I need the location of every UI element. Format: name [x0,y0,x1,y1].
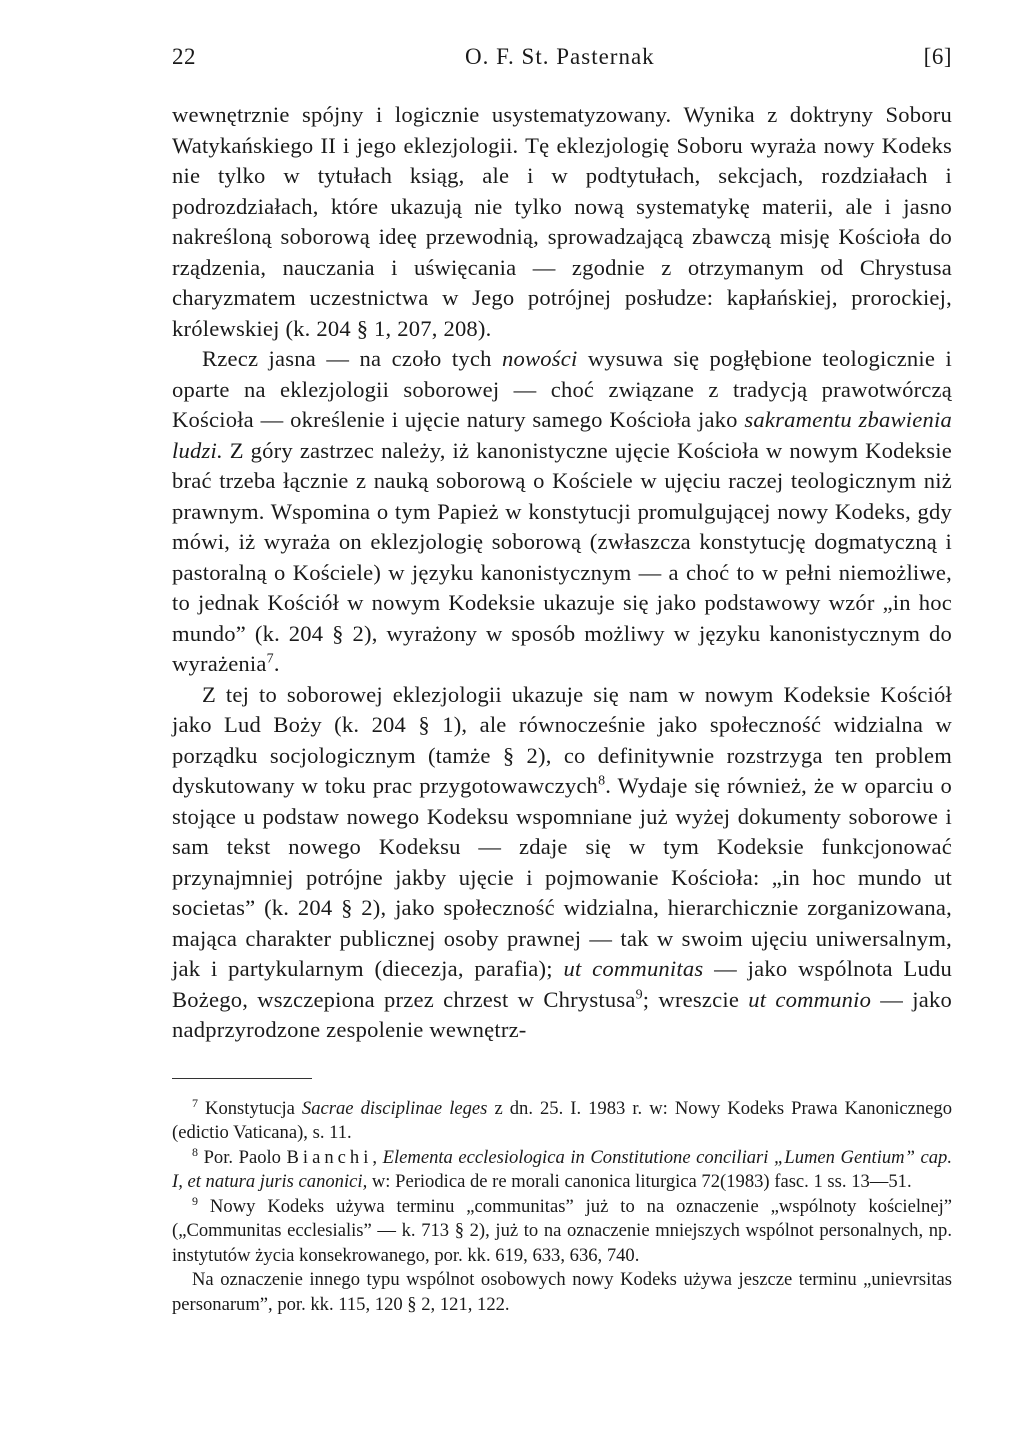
running-head [172,44,952,70]
emphasis: ut communio [748,986,872,1012]
text-run: , [372,1146,383,1168]
footnote-8 [172,1146,952,1195]
text-run: Rzecz jasna — na czoło tych [202,346,503,371]
footnote-number: 9 [192,1193,198,1208]
text-run: — jako nadprzyrodzone zespolenie wewnętrz- [172,986,952,1042]
text-run: Por. Paolo [198,1146,287,1168]
footnote-9-continued: Na oznaczenie innego typu wspólnot osobowych nowy Kodeks używa jeszcze terminu „unievrsitas personarum”, por. kk. 115, 120 § 2, 121, 122. [172,1269,952,1315]
running-title: O. F. St. Pasternak [465,44,655,69]
text-run: Nowy Kodeks używa terminu „communitas” już to na oznaczenie „wspólnoty kościelnej” („Communitas ecclesialis” — k. 713 § 2), już to na oznaczenie mniejszych wspólnot personalnych, np. instytutów życia konsekrowanego, por. kk. 619, 633, 636, 740. [172,1195,952,1266]
footnote-number: 7 [192,1095,198,1110]
footnote-ref-9[interactable]: 9 [635,986,643,1002]
text-run: Z góry zastrzec należy, iż kanonistyczne ujęcie Kościoła w nowym Kodeksie brać trzeba łącznie z nauką soborową o Kościele w ujęciu raczej teologicznym niż prawnym. Wspomina o tym Papież w konstytucji promulgującej nowy Kodeks, gdy mówi, iż wyraża on eklezjologię soborową (zwłaszcza konstytucję dogmatyczną i pastoralną o Kościele) w języku kanonistycznym — a choć to w pełni niemożliwe, to jednak Kościół w nowym Kodeksie ukazuje się jako podstawowy wzór „in hoc mundo” (k. 204 § 2), wyrażony w sposób możliwy w języku kanonistycznym do wyrażenia [172,437,952,676]
text-run: . Wydaje się również, że w oparciu o stojące u podstaw nowego Kodeksu wspomniane już wyżej dokumenty soborowe i sam tekst nowego Kodeksu — zdaje się w tym Kodeksie funkcjonować przynajmniej potrójne jakby ujęcie i pojmowanie Kościoła: „in hoc mundo ut societas” (k. 204 § 2), jako społeczność widzialna, hierarchicznie zorganizowana, mająca charakter publicznej osoby prawnej — tak w swoim ujęciu uniwersalnym, jak i partykularnym (diecezja, parafia); [172,773,952,981]
footnote-9 [172,1195,952,1269]
text-run: wysuwa się pogłębione teologicznie i oparte na eklezjologii soborowej — choć związane z tradycją prawotwórczą Kościoła — określenie i ujęcie natury samego Kościoła jako [172,346,952,432]
footnote-ref-7[interactable]: 7 [266,651,274,667]
footnote-divider [172,1078,312,1079]
text-run: ; wreszcie [642,986,749,1012]
page-number: 22 [172,44,196,69]
text-run: . [273,651,280,676]
text-run: Z tej to soborowej eklezjologii ukazuje się nam w nowym Kodeksie Kościół jako Lud Boży (k. 204 § 1), ale równocześnie jako społeczność widzialna w porządku socjologicznym (tamże § 2), co definitywnie rozstrzyga ten problem dyskutowany w toku prac przygotowawczych [172,681,952,798]
emphasis: ut communitas [563,956,704,981]
emphasis: nowości [502,346,578,371]
footnote-7 [172,1097,952,1146]
footnotes [172,1097,952,1318]
emphasis: sakramentu zbawienia ludzi. [172,407,952,463]
text-run: z dn. 25. I. 1983 r. w: Nowy Kodeks Prawa Kanonicznego (edictio Vaticana), s. 11. [172,1097,953,1143]
emphasis: Elementa ecclesiologica in Constitutione conciliari „Lumen Gentium” cap. I, et natura juris canonici, [172,1146,952,1192]
paragraph-2 [172,344,952,680]
text-run: — jako wspólnota Ludu Bożego, wszczepiona przez chrzest w Chrystusa [172,956,953,1012]
text-run: w: Periodica de re morali canonica liturgica 72(1983) fasc. 1 ss. 13—51. [367,1171,912,1192]
body-text [172,100,952,1046]
footnote-number: 8 [192,1144,198,1159]
author-spaced: Bianchi [286,1146,373,1168]
paragraph-3 [172,680,952,1046]
paragraph-1: wewnętrznie spójny i logicznie usystematyzowany. Wynika z doktryny Soboru Watykańskiego II i jego eklezjologii. Tę eklezjologię Soboru wyraża nowy Kodeks nie tylko w tytułach ksiąg, ale i w podtytułach, sekcjach, rozdziałach i podrozdziałach, które ukazują nie tylko nową systematykę materii, ale i jasno nakreśloną soborową ideę przewodnią, sprowadzającą zbawczą misję Kościoła do rządzenia, nauczania i uświęcania — zgodnie z otrzymanym od Chrystusa charyzmatem uczestnictwa w Jego potrójnej posłudze: kapłańskiej, prorockiej, królewskiej (k. 204 § 1, 207, 208). [172,102,952,341]
footnote-ref-8[interactable]: 8 [598,773,606,789]
text-run: Konstytucja [198,1097,302,1119]
emphasis: Sacrae disciplinae leges [301,1097,488,1119]
section-number: [6] [923,44,952,69]
